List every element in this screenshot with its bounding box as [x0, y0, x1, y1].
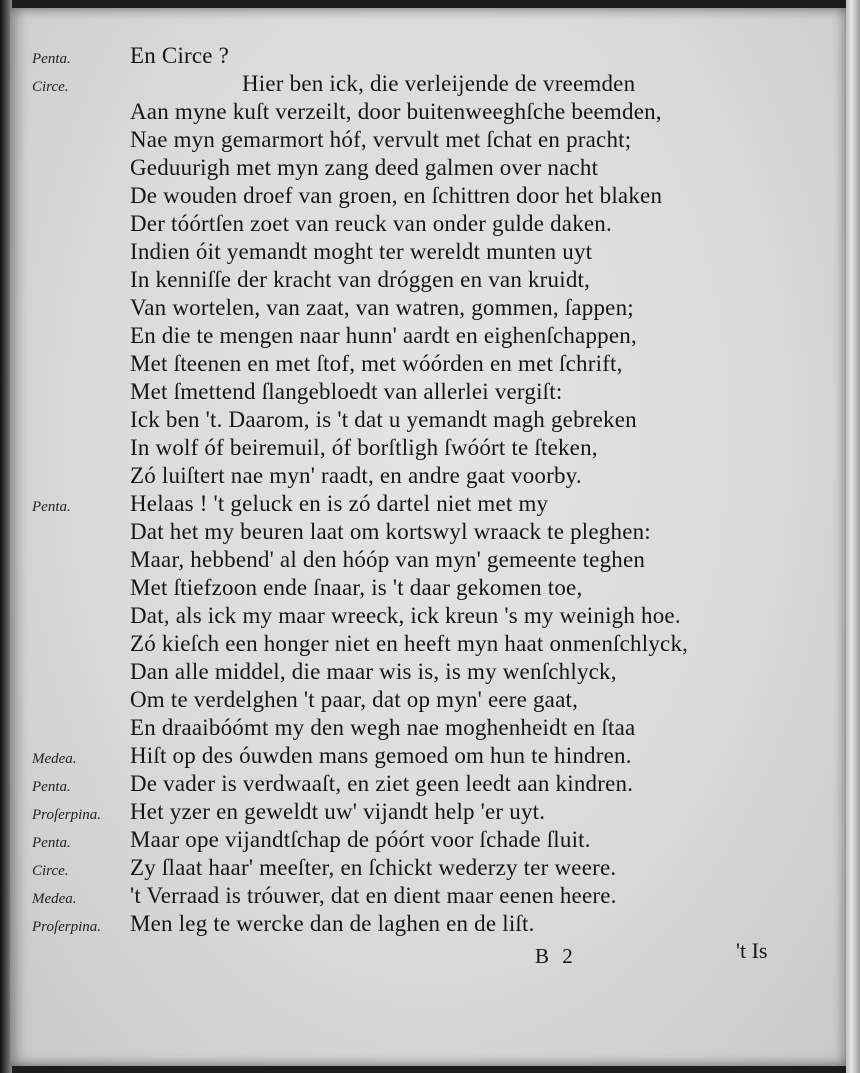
verse-text: Ick ben 't. Daarom, is 't dat u yemandt magh gebreken: [130, 407, 637, 432]
verse-text: Indien óit yemandt moght ter wereldt munten uyt: [130, 239, 593, 264]
verse-text: In wolf óf beiremuil, óf borſtligh ſwóórt te ſteken,: [130, 435, 598, 460]
speaker-label: Proſerpina.: [32, 807, 102, 823]
verse-text: Men leg te wercke dan de laghen en de liſt.: [130, 911, 535, 936]
speaker-label: Medea.: [32, 891, 77, 907]
verse-text: Dat, als ick my maar wreeck, ick kreun 's my weinigh hoe.: [130, 603, 681, 628]
verse-text: In kenniſſe der kracht van dróggen en van kruidt,: [130, 267, 591, 292]
speaker-label: Proſerpina.: [32, 919, 102, 935]
verse-text: Hiſt op des óuwden mans gemoed om hun te hindren.: [130, 743, 632, 768]
verse-text: Maar, hebbend' al den hóóp van myn' gemeente teghen: [130, 547, 646, 572]
speaker-label: Penta.: [32, 51, 71, 67]
verse-text: Om te verdelghen 't paar, dat op myn' eere gaat,: [130, 687, 579, 712]
verse-text: Met ſtiefzoon ende ſnaar, is 't daar gekomen toe,: [130, 575, 583, 600]
verse-text: Helaas ! 't geluck en is zó dartel niet met my: [130, 491, 549, 516]
book-page: [10, 8, 846, 1066]
verse-text: 't Verraad is tróuwer, dat en dient maar eenen heere.: [130, 883, 617, 908]
verse-text: Dat het my beuren laat om kortswyl wraack te pleghen:: [130, 519, 651, 544]
speaker-label: Circe.: [32, 863, 69, 879]
speaker-label: Circe.: [32, 79, 69, 95]
verse-text: Zy ſlaat haar' meeſter, en ſchickt wederzy ter weere.: [130, 855, 617, 880]
speaker-label: Medea.: [32, 751, 77, 767]
verse-text: Zó luiſtert nae myn' raadt, en andre gaat voorby.: [130, 463, 582, 488]
verse-text: Zó kieſch een honger niet en heeft myn haat onmenſchlyck,: [130, 631, 689, 656]
verse-text: En die te mengen naar hunn' aardt en eighenſchappen,: [130, 323, 637, 348]
signature-mark: B 2: [535, 944, 577, 968]
verse-text: De vader is verdwaaſt, en ziet geen leedt aan kindren.: [130, 771, 634, 796]
verse-text: Hier ben ick, die verleijende de vreemden: [242, 71, 636, 96]
verse-text: Nae myn gemarmort hóf, vervult met ſchat en pracht;: [130, 127, 632, 152]
speaker-label: Penta.: [32, 835, 71, 851]
speaker-label: Penta.: [32, 499, 71, 515]
verse-text: Aan myne kuſt verzeilt, door buitenweeghſche beemden,: [130, 99, 662, 124]
verse-text: En draaibóómt my den wegh nae moghenheidt en ſtaa: [130, 715, 636, 740]
verse-text: Dan alle middel, die maar wis is, is my wenſchlyck,: [130, 659, 617, 684]
verse-text: Met ſmettend ſlangebloedt van allerlei vergiſt:: [130, 379, 563, 404]
verse-text: Met ſteenen en met ſtof, met wóórden en met ſchrift,: [130, 351, 623, 376]
page-edge: [846, 0, 860, 1073]
verse-text: Maar ope vijandtſchap de póórt voor ſchade ſluit.: [130, 827, 591, 852]
verse-text: Van wortelen, van zaat, van watren, gommen, ſappen;: [130, 295, 634, 320]
catchword: 't Is: [736, 938, 768, 963]
verse-text: Het yzer en geweldt uw' vijandt help 'er uyt.: [130, 799, 546, 824]
verse-text: En Circe ?: [130, 43, 230, 68]
verse-text: De wouden droef van groen, en ſchittren door het blaken: [130, 183, 663, 208]
verse-text: Geduurigh met myn zang deed galmen over nacht: [130, 155, 599, 180]
speaker-label: Penta.: [32, 779, 71, 795]
verse-text: Der tóórtſen zoet van reuck van onder gulde daken.: [130, 211, 612, 236]
